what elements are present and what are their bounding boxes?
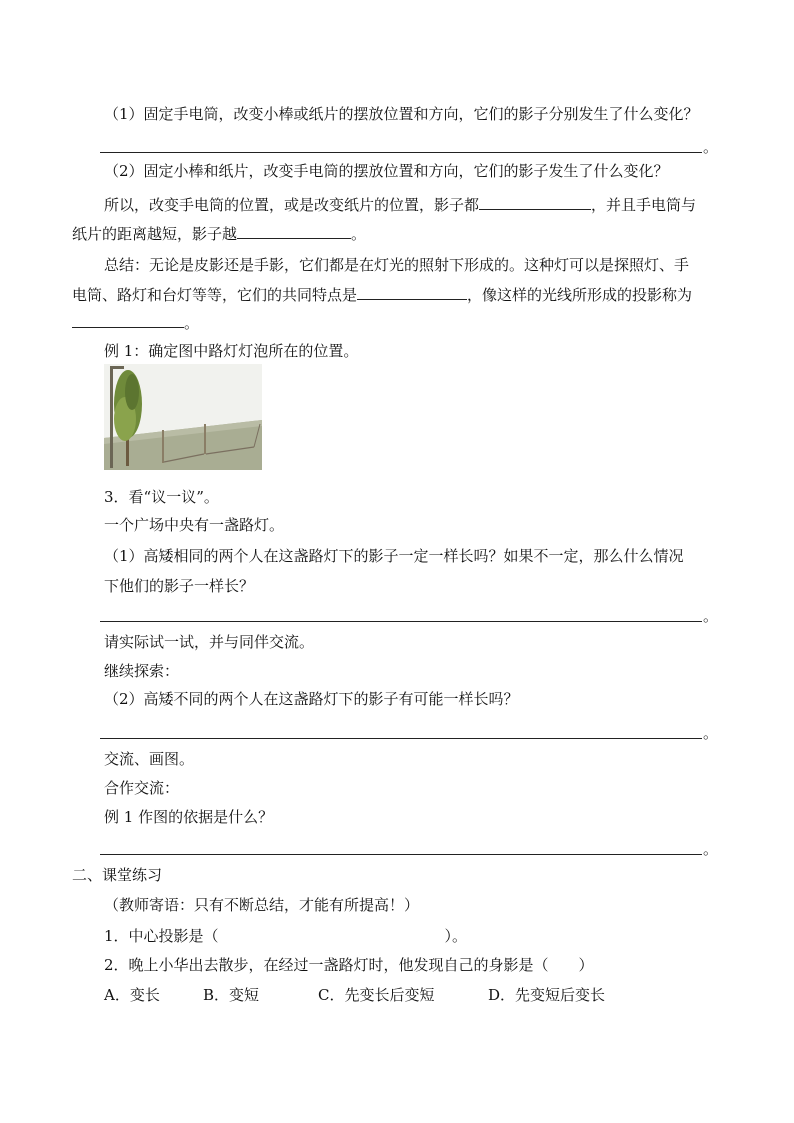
blank-shadow-size[interactable] [237, 222, 351, 239]
option-c[interactable]: C．先变长后变短 [318, 986, 435, 1004]
exchange-heading: 交流、画图。 [104, 750, 195, 768]
explore-heading: 继续探索： [104, 662, 180, 680]
answer-line-4[interactable] [100, 854, 702, 855]
try-instruction: 请实际试一试，并与同伴交流。 [104, 633, 315, 651]
blank-projection-name[interactable] [72, 311, 184, 328]
option-b[interactable]: B．变短 [203, 986, 260, 1004]
answer-period-1: 。 [703, 138, 719, 156]
photo-illustration [104, 364, 262, 470]
question-3-line-1: （1）高矮相同的两个人在这盏路灯下的影子一定一样长吗？如果不一定，那么什么情况 [104, 547, 684, 565]
cooperation-heading: 合作交流： [104, 779, 180, 797]
question-1: （1）固定手电筒，改变小棒或纸片的摆放位置和方向，它们的影子分别发生了什么变化？ [104, 105, 699, 123]
option-d[interactable]: D．先变短后变长 [488, 986, 606, 1004]
conclusion-line-2: 纸片的距离越短，影子越 。 [72, 222, 366, 245]
example-1: 例 1：确定图中路灯灯泡所在的位置。 [104, 342, 359, 360]
answer-line-3[interactable] [100, 738, 702, 739]
summary-line-1: 总结：无论是皮影还是手影，它们都是在灯光的照射下形成的。这种灯可以是探照灯、手 [104, 256, 690, 274]
blank-shadow-change[interactable] [479, 193, 591, 210]
question-2: （2）固定小棒和纸片，改变手电筒的摆放位置和方向，它们的影子发生了什么变化？ [104, 162, 669, 180]
question-3-line-2: 下他们的影子一样长？ [104, 577, 255, 595]
conclusion-line-1: 所以，改变手电筒的位置，或是改变纸片的位置，影子都 ，并且手电筒与 [104, 193, 696, 216]
basis-question: 例 1 作图的依据是什么？ [104, 808, 274, 826]
question-4: （2）高矮不同的两个人在这盏路灯下的影子有可能一样长吗？ [104, 690, 519, 708]
answer-period-3: 。 [703, 724, 719, 742]
answer-period-2: 。 [703, 607, 719, 625]
answer-line-1[interactable] [100, 152, 702, 153]
street-lamp-tree-photo [104, 364, 262, 470]
practice-1: 1．中心投影是（ ）。 [104, 927, 468, 945]
summary-line-2: 电筒、路灯和台灯等等，它们的共同特点是 ，像这样的光线所形成的投影称为 [72, 283, 692, 306]
practice-2: 2．晚上小华出去散步，在经过一盏路灯时，他发现自己的身影是（ ） [104, 956, 594, 974]
section-3-heading: 3．看“议一议”。 [104, 488, 219, 506]
option-a[interactable]: A．变长 [104, 986, 160, 1004]
square-statement: 一个广场中央有一盏路灯。 [104, 516, 285, 534]
section-2-heading: 二、课堂练习 [72, 866, 163, 884]
answer-line-2[interactable] [100, 621, 702, 622]
blank-common-feature[interactable] [357, 283, 467, 300]
summary-line-3: 。 [72, 311, 199, 334]
teacher-motto: （教师寄语：只有不断总结，才能有所提高！） [104, 896, 420, 914]
answer-period-4: 。 [703, 840, 719, 858]
